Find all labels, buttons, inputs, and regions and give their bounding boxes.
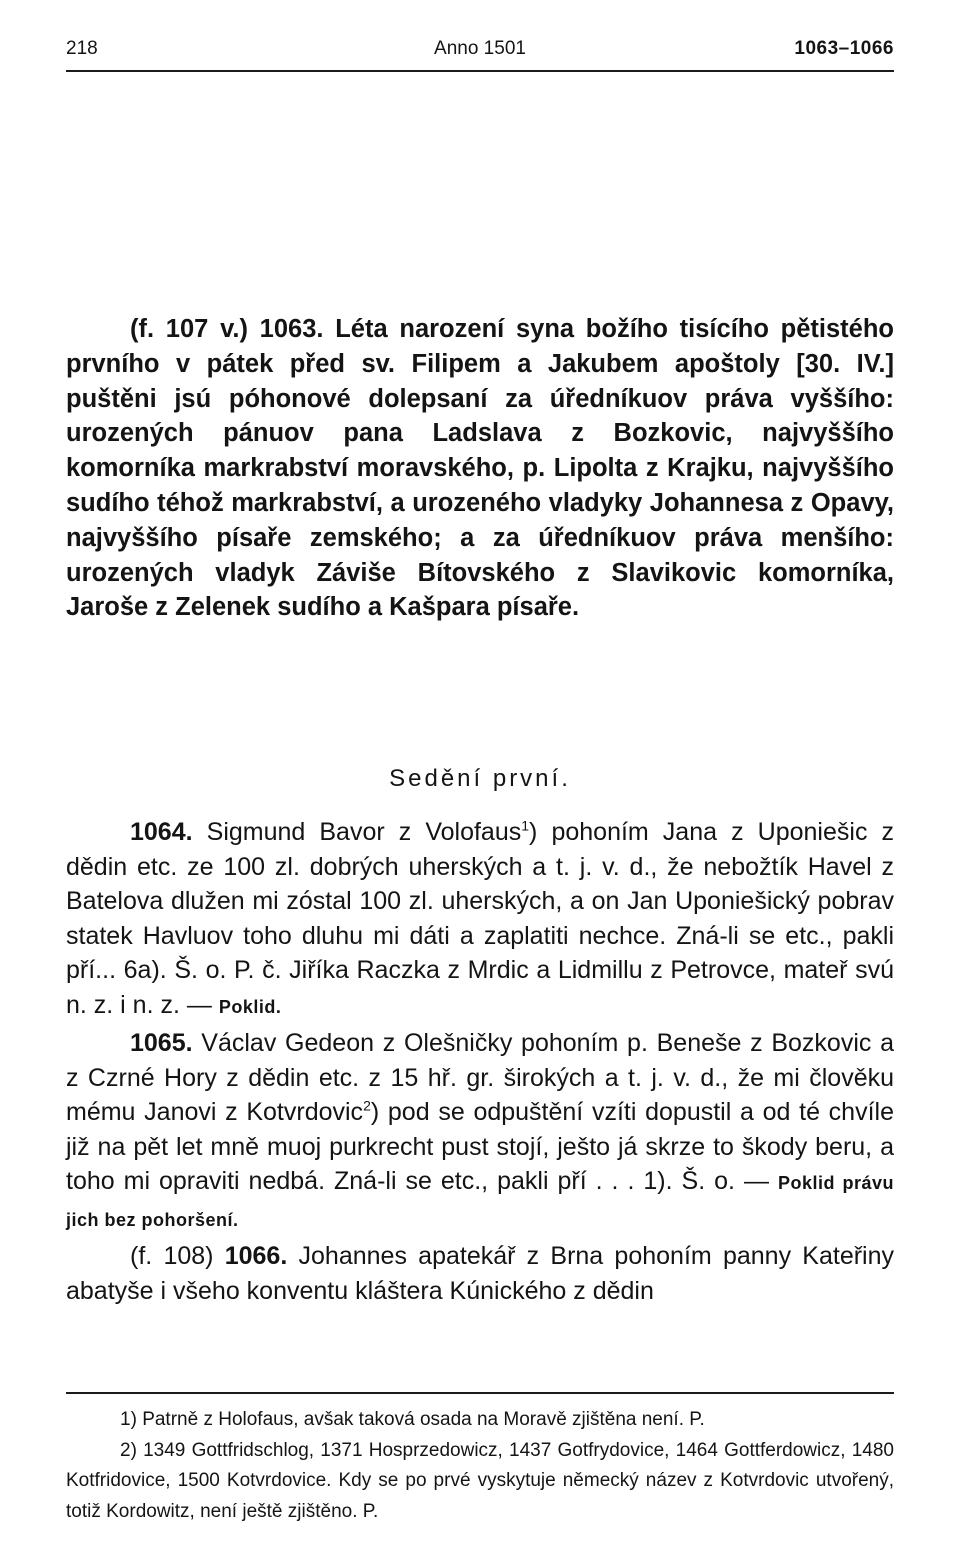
footnote-mark: 2)	[120, 1439, 137, 1461]
page-number: 218	[66, 38, 98, 59]
folio-reference: (f. 108)	[130, 1242, 214, 1270]
entries-body	[66, 815, 894, 1310]
verdict: Poklid.	[218, 996, 282, 1017]
entry-text-continued: pohoním Jana z Uponiešic z dědin etc. ze 100 zl. dobrých uherských a t. j. v. d., že nebožtík Havel z Batelova dlužen mi zóstal 100 zl. uherských, a on Jan Uponiešický pobrav statek Havluov toho dluhu mi dáti a zaplatiti nechce. Zná-li se etc., pakli pří... 6a). Š. o. P. č. Jiříka Raczka z Mrdic a Lidmillu z Petrovce, mateř svú n. z. i n. z. —	[66, 818, 895, 1019]
entry-1065: 1065. Václav Gedeon z Olešničky pohoním p. Beneše z Bozkovic a z Czrné Hory z dědin etc. z 15 hř. gr. širokých a t. j. v. d., že mi člověku mému Janovi z Kotvrdovic$^2$) pod se odpuštění vzíti dopustil a od té chvíle již na pět let mně muoj purkrecht pust stojí, ješto já skrze to škody beru, a toho mi opraviti nedbá. Zná-li se etc., pakli pří . . . 1). Š. o. — Poklid právu jich bez pohoršení.	[66, 1029, 895, 1230]
document-page	[66, 30, 895, 1522]
entry-text-continued: pod se odpuštění vzíti dopustil a od té chvíle již na pět let mně muoj purkrecht pust stojí, ješto já skrze to škody beru, a toho mi opraviti nedbá. Zná-li se etc., pakli pří . . . 1). Š. o. —	[66, 1098, 894, 1195]
entry-number: 1063.	[259, 315, 324, 343]
entry-text: Johannes apatekář z Brna pohoním panny Kateřiny abatyše i všeho konventu kláštera Kúnického z dědin	[66, 1242, 895, 1305]
entry-text: Sigmund Bavor z Volofaus	[206, 818, 522, 846]
entry-number: 1065.	[130, 1029, 193, 1057]
running-header	[66, 30, 894, 72]
entry-number: 1066.	[224, 1242, 288, 1270]
footnote-1	[66, 1405, 894, 1436]
entry-range: 1063–1066	[794, 38, 894, 59]
entry-1063	[66, 312, 894, 625]
footnote-text: Patrně z Holofaus, avšak taková osada na Moravě zjištěna není. P.	[142, 1409, 705, 1430]
entry-text: Léta narození syna božího tisícího pětistého prvního v pátek před sv. Filipem a Jakubem apoštoly [30. IV.] puštěni jsú póhonové dolepsaní za úředníkuov práva vyššího: urozených pánuov pana Ladslava z Bozkovic, najvyššího komorníka markrabství moravského, p. Lipolta z Krajku, najvyššího sudího téhož markrabství, a urozeného vladyky Johannesa z Opavy, najvyššího písaře zemského; a za úředníkuov práva menšího: urozených vladyk Záviše Bítovského z Slavikovic komorníka, Jaroše z Zelenek sudího a Kašpara písaře.	[66, 315, 894, 622]
footnote-mark: 1	[521, 817, 530, 834]
verdict: Poklid právu jich bez pohoršení.	[66, 1173, 894, 1230]
entry-number: 1064.	[130, 818, 193, 846]
entry-text: Václav Gedeon z Olešničky pohoním p. Beneše z Bozkovic a z Czrné Hory z dědin etc. z 15 hř. gr. širokých a t. j. v. d., že mi člověku mému Janovi z Kotvrdovic	[66, 1029, 895, 1126]
entry-1066	[66, 1239, 894, 1308]
footnote-text: 1349 Gottfridschlog, 1371 Hosprzedowicz, 1437 Gotfrydovice, 1464 Gottferdowicz, 1480 Kotfridovice, 1500 Kotvrdovice. Kdy se po prvé vyskytuje německý název z Kotvrdovic utvořený, totiž Kordowitz, není ještě zjištěno. P.	[66, 1439, 894, 1522]
footnote-divider	[66, 1392, 894, 1394]
footnote-2	[66, 1436, 894, 1528]
footnote-mark: 2	[363, 1097, 371, 1114]
entry-1064: 1064. Sigmund Bavor z Volofaus$^1$) pohoním Jana z Uponiešic z dědin etc. ze 100 zl. dobrých uherských a t. j. v. d., že nebožtík Havel z Batelova dlužen mi zóstal 100 zl. uherských, a on Jan Uponiešický pobrav statek Havluov toho dluhu mi dáti a zaplatiti nechce. Zná-li se etc., pakli pří... 6a). Š. o. P. č. Jiříka Raczka z Mrdic a Lidmillu z Petrovce, mateř svú n. z. i n. z. — Poklid.	[66, 817, 895, 1019]
folio-reference: (f. 107 v.)	[130, 315, 248, 343]
running-title: Anno 1501	[434, 38, 526, 59]
footnotes	[66, 1405, 894, 1527]
session-heading: Sedění první.	[389, 765, 571, 792]
footnote-mark: 1)	[120, 1409, 137, 1430]
